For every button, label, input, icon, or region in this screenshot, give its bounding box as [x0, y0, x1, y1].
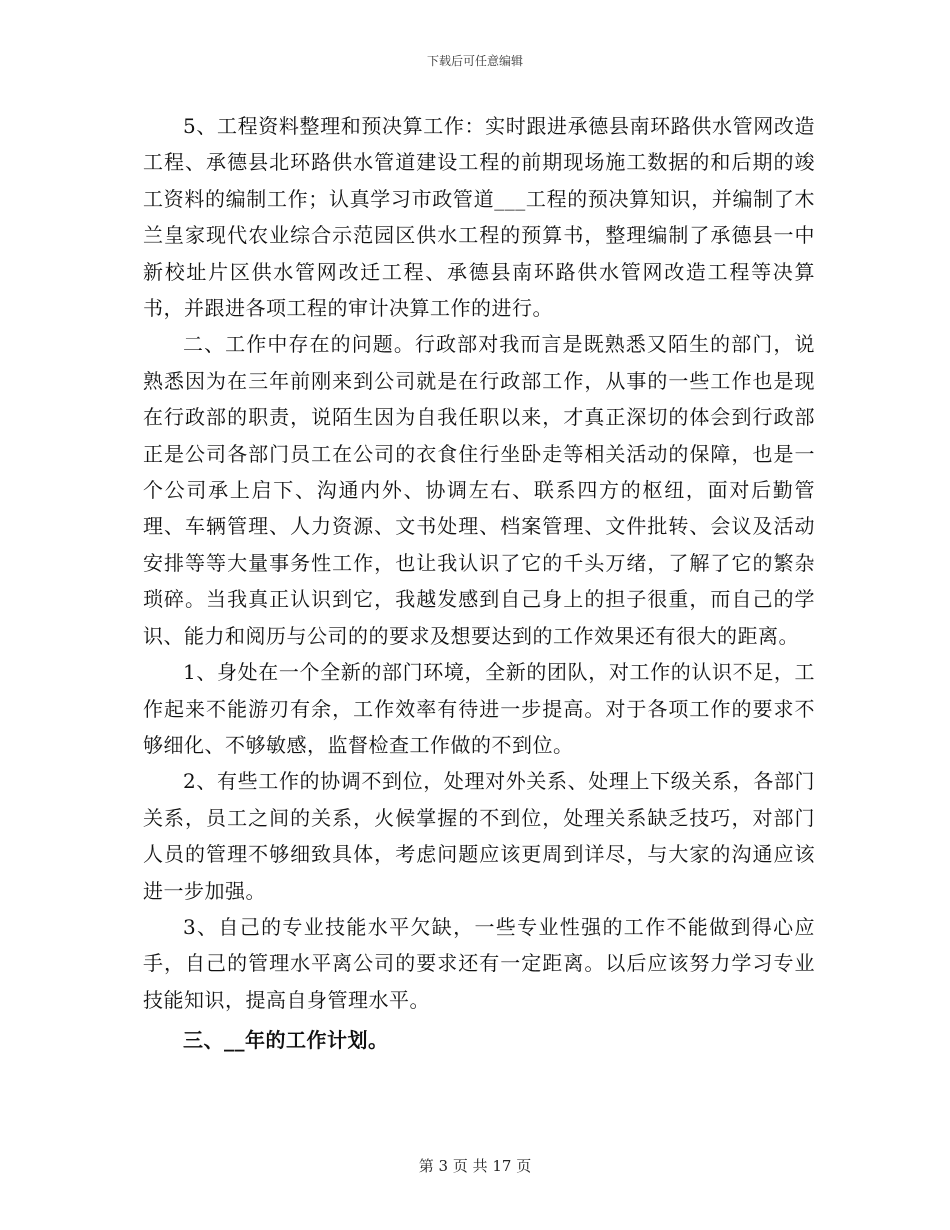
page-header-note: 下载后可任意编辑 [426, 54, 523, 68]
page-footer-number: 第 3 页 共 17 页 [418, 1157, 532, 1175]
paragraph-existing-problems: 二、工作中存在的问题。行政部对我而言是既熟悉又陌生的部门，说熟悉因为在三年前刚来到公司就是在行政部工作，从事的一些工作也是现在行政部的职责，说陌生因为自我任职以来，才真正深切的体会到行政部正是公司各部门员工在公司的衣食住行坐卧走等相关活动的保障，也是一个公司承上启下、沟通内外、协调左右、联系四方的枢纽，面对后勤管理、车辆管理、人力资源、文书处理、档案管理、文件批转、会议及活动安排等等大量事务性工作，也让我认识了它的千头万绪，了解了它的繁杂琐碎。当我真正认识到它，我越发感到自己身上的担子很重，而自己的学识、能力和阅历与公司的的要求及想要达到的工作效果还有很大的距离。 [143, 332, 815, 648]
document-body [143, 108, 815, 1059]
paragraph-problem-2: 2、有些工作的协调不到位，处理对外关系、处理上下级关系，各部门关系，员工之间的关系，火候掌握的不到位，处理关系缺乏技巧，对部门人员的管理不够细致具体，考虑问题应该更周到详尽，与大家的沟通应该进一步加强。 [143, 769, 815, 903]
paragraph-problem-3: 3、自己的专业技能水平欠缺，一些专业性强的工作不能做到得心应手，自己的管理水平离公司的要求还有一定距离。以后应该努力学习专业技能知识，提高自身管理水平。 [143, 914, 815, 1012]
paragraph-budget-work: 5、工程资料整理和预决算工作：实时跟进承德县南环路供水管网改造工程、承德县北环路供水管道建设工程的前期现场施工数据的和后期的竣工资料的编制工作；认真学习市政管道___工程的预决算知识，并编制了木兰皇家现代农业综合示范园区供水工程的预算书，整理编制了承德县一中新校址片区供水管网改迁工程、承德县南环路供水管网改造工程等决算书，并跟进各项工程的审计决算工作的进行。 [143, 114, 815, 321]
paragraph-problem-1: 1、身处在一个全新的部门环境，全新的团队，对工作的认识不足，工作起来不能游刃有余，工作效率有待进一步提高。对于各项工作的要求不够细化、不够敏感，监督检查工作做的不到位。 [143, 660, 815, 757]
section-heading-work-plan: 三、__年的工作计划。 [183, 1028, 389, 1053]
